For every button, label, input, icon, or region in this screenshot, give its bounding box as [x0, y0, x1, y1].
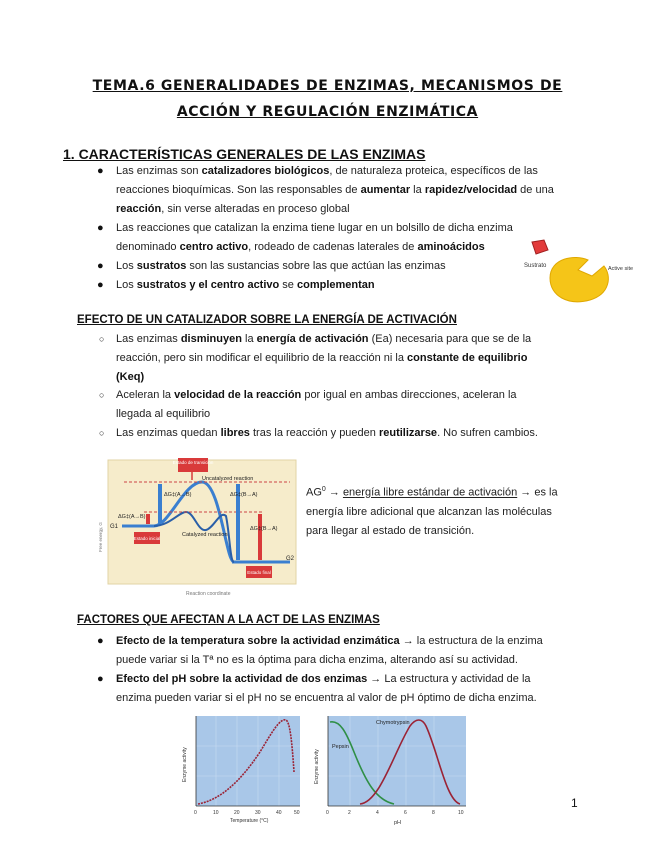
- list-item: Los sustratos y el centro activo se complementan: [116, 279, 375, 291]
- dg-fwd-uncat: ΔG‡(A→B): [164, 492, 192, 498]
- list-item: Las enzimas disminuyen la energía de activación (Ea) necesaria para que se de la reacción, pero sin modificar el equilibrio de la reacción ni la constante de equilibrio (Keq): [116, 333, 532, 383]
- enzyme-icon: [550, 257, 608, 301]
- ph-chart: [310, 712, 470, 830]
- temp-tick: 0: [194, 810, 197, 816]
- page-title-line1: TEMA.6 GENERALIDADES DE ENZIMAS, MECANISMOS DE: [92, 78, 563, 94]
- y-axis-label: Free energy, G: [98, 522, 103, 552]
- ph-y-label: Enzyme activity: [314, 749, 320, 784]
- uncatalyzed-label: Uncatalyzed reaction: [202, 476, 254, 482]
- list-item: Efecto de la temperatura sobre la actividad enzimática → la estructura de la enzima puede variar si la Tª no es la óptima para dicha enzima, alterando así su actividad.: [116, 635, 543, 666]
- section3-heading: FACTORES QUE AFECTAN A LA ACT DE LAS ENZIMAS: [77, 614, 380, 626]
- activation-energy-note: $AG^0$ → energía libre estándar de activación → es la energía libre adicional que alcanzan las moléculas para llegar al estado de transición.: [306, 486, 558, 537]
- ph-tick: 8: [432, 810, 435, 816]
- bullet-dot: ●: [97, 635, 104, 647]
- list-item: Las enzimas son catalizadores biológicos, de naturaleza proteica, específicos de las reacciones bioquímicas. Son las responsables de aumentar la rapidez/velocidad de una reacción, sin verse alteradas en proceso global: [116, 165, 554, 215]
- bullet-dot: ●: [97, 222, 104, 234]
- temp-tick: 30: [255, 810, 261, 816]
- energy-diagram: [94, 456, 299, 598]
- pepsin-label: Pepsin: [332, 744, 349, 750]
- list-item: Los sustratos son las sustancias sobre las que actúan las enzimas: [116, 260, 446, 272]
- bullet-circle: ○: [99, 428, 105, 438]
- temp-tick: 40: [276, 810, 282, 816]
- initial-state-label: Estado inicial: [133, 536, 161, 541]
- dg-fwd-cat: ΔG‡(A→B): [118, 514, 146, 520]
- section2-heading: EFECTO DE UN CATALIZADOR SOBRE LA ENERGÍA DE ACTIVACIÓN: [77, 314, 457, 326]
- enzyme-substrate-figure: [520, 236, 635, 306]
- page-title-line2: ACCIÓN Y REGULACIÓN ENZIMÁTICA: [176, 104, 479, 120]
- dg-rev-cat: ΔG‡(B→A): [250, 526, 278, 532]
- substrate-label: Sustrato: [524, 263, 547, 269]
- ph-tick: 2: [348, 810, 351, 816]
- g1-label: G1: [110, 524, 119, 530]
- bullet-dot: ●: [97, 279, 104, 291]
- catalyzed-label: Catalyzed reaction: [182, 532, 228, 538]
- page-number: 1: [571, 796, 578, 810]
- dg-rev-uncat: ΔG‡(B→A): [230, 492, 258, 498]
- x-axis-label: Reaction coordinate: [186, 591, 231, 597]
- bullet-circle: ○: [99, 334, 105, 344]
- list-item: Las reacciones que catalizan la enzima tiene lugar en un bolsillo de dicha enzima denominado centro activo, rodeado de cadenas laterales de aminoácidos: [116, 222, 513, 253]
- chymotrypsin-label: Chymotrypsin: [376, 720, 410, 726]
- final-state-label: Estado final: [247, 570, 271, 575]
- active-site-label: Active site: [608, 266, 634, 272]
- bullet-dot: ●: [97, 165, 104, 177]
- ph-x-label: pH: [394, 820, 402, 826]
- substrate-icon: [532, 240, 548, 254]
- bullet-dot: ●: [97, 260, 104, 272]
- list-item: Las enzimas quedan libres tras la reacción y pueden reutilizarse. No sufren cambios.: [116, 427, 538, 439]
- ph-tick: 6: [404, 810, 407, 816]
- list-item: Aceleran la velocidad de la reacción por igual en ambas direcciones, aceleran la llegada al equilibrio: [116, 389, 517, 420]
- temp-x-label: Temperature (°C): [230, 818, 269, 824]
- bullet-circle: ○: [99, 390, 105, 400]
- temperature-chart: [180, 712, 304, 824]
- section1-heading: 1. CARACTERÍSTICAS GENERALES DE LAS ENZIMAS: [63, 146, 426, 162]
- ph-tick: 10: [458, 810, 464, 816]
- ts-box-label: Estado de transición: [172, 460, 214, 465]
- temp-y-label: Enzyme activity: [182, 747, 188, 782]
- list-item: Efecto del pH sobre la actividad de dos enzimas → La estructura y actividad de la enzima pueden variar si el pH no se encuentra al valor de pH óptimo de dicha enzima.: [116, 673, 537, 704]
- ph-tick: 4: [376, 810, 379, 816]
- ph-tick: 0: [326, 810, 329, 816]
- g2-label: G2: [286, 556, 295, 562]
- temp-tick: 20: [234, 810, 240, 816]
- temp-tick: 10: [213, 810, 219, 816]
- bullet-dot: ●: [97, 673, 104, 685]
- temp-tick: 50: [294, 810, 300, 816]
